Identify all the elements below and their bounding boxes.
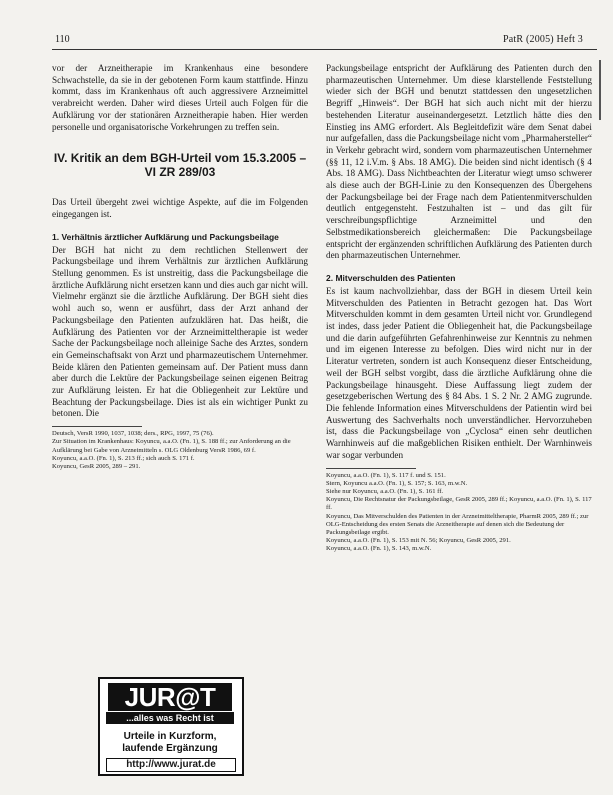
footnote-rule	[52, 426, 142, 427]
footnote: Koyuncu, a.a.O. (Fn. 1), S. 213 ff.; sich auch S. 171 f.	[52, 454, 195, 462]
advertisement[interactable]	[98, 677, 244, 776]
advertisement-logo: JUR@T	[108, 683, 232, 711]
right-column	[326, 63, 592, 554]
advertisement-text: Urteile in Kurzform,	[123, 731, 217, 742]
footnote: Koyuncu, Das Mitverschulden des Patienten in der Arzneimitteltherapie, PharmR 2005, 289 ff.; zur OLG-Entscheidung des ersten Senats die Arzneitherapie auf denen sich die Bedeutung der Packungsbeilage ergibt.	[326, 512, 589, 536]
footnote-rule	[326, 468, 416, 469]
footnote: Deutsch, VersR 1990, 1037, 1038; ders., RPG, 1997, 75 (76).	[52, 430, 214, 438]
footnote: Koyuncu, GesR 2005, 289 – 291.	[52, 462, 141, 470]
footnote: Koyuncu, Die Rechtsnatur der Packungsbeilage, GesR 2005, 289 ff.; Koyuncu, a.a.O. (Fn. 1), S. 117 ff.	[326, 496, 592, 512]
footnote: Koyuncu, a.a.O. (Fn. 1), S. 117 f. und S. 151.	[326, 471, 446, 479]
paragraph: Packungsbeilage entspricht der Aufklärung des Patienten durch den pharmazeutischen Unternehmer. Um diese klarstellende Feststellung wieder sich der BGH und benutzt stattdessen den ungesetzlichen Begriff „Hinweis“. Der BGH hat sich auch nicht mit der hierzu bestehenden Literatur auseinandergesetzt. Letztlich hätte dies den Einstieg ins AMG erfordert. Als Begleitdefizit wäre dem Senat dabei nur aufgefallen, dass die Packungsbeilage nicht vom „Pharmahersteller“ in Verkehr gebracht wird, sondern vom pharmazeutischen Unternehmer (§§ 11, 12 i.V.m. § Abs. 18 AMG). Die beiden sind nicht identisch (§ 4 Abs. 18 AMG). Dass Nichtbeachten der Literatur wiegt umso schwerer als diese auch der BGH-Linie zu den Konsequenzen des Übergehens der Packungsbeilage bei der Frage nach dem Patientenmitverschulden deutlich entgegensteht. Festzuhalten ist – und das gilt für verschreibungspflichtige Arzneimittel und den Selbstmedikationsbereich gleichermaßen: Die Packungsbeilage entspricht der ergänzenden schriftlichen Aufklärung des Patienten durch den pharmazeutischen Unternehmer.	[326, 63, 592, 261]
left-column	[52, 63, 308, 471]
advertisement-text: laufende Ergänzung	[122, 743, 218, 754]
advertisement-tagline: ...alles was Recht ist	[106, 712, 234, 724]
footnote: Siehe nur Koyuncu, a.a.O. (Fn. 1), S. 161 ff.	[326, 487, 444, 495]
footnote: Koyuncu, a.a.O. (Fn. 1), S. 153 mit N. 56; Koyuncu, GesR 2005, 291.	[326, 537, 511, 545]
advertisement-url[interactable]: http://www.jurat.de	[106, 758, 236, 772]
section-heading: IV. Kritik an dem BGH-Urteil vom 15.3.2005 – VI ZR 289/03	[53, 151, 307, 180]
header-rule	[52, 49, 597, 50]
page-number: 110	[55, 34, 70, 45]
footnote: Zur Situation im Krankenhaus: Koyuncu, a.a.O. (Fn. 1), S. 188 ff.; zur Anforderung an die Aufklärung bei Gabe von Arzneimitteln s. OLG Oldenburg VersR 1986, 69 f.	[52, 438, 291, 454]
paragraph: Der BGH hat nicht zu dem rechtlichen Stellenwert der Packungsbeilage und ihrem Verhältnis zur ärztlichen Aufklärung Stellung genommen. Es ist unstreitig, dass die Packungsbeilage die ärztliche Aufklärung nicht ersetzen kann und dies auch gar nicht will. Vielmehr ergänzt sie die ärztliche Aufklärung. Der BGH sieht dies wohl auch so, wenn er ausführt, dass der Arzt anhand der Packungsbeilage den Patienten aufzuklären hat. Das heißt, die Aufklärung des Patienten vor der Arzneimitteltherapie ist weder Sache der Packungsbeilage noch alleinige Sache des Arztes, sondern ein Gemeinschaftsakt von Arzt und pharmazeutischem Unternehmer. Beide klären den Patienten gemeinsam auf. Der Patient muss dann aber durch die Lektüre der Packungsbeilage seinen eigenen Beitrag zur Aufklärung leisten. Er hat die Obliegenheit zur Lektüre und Beachtung der Packungsbeilage. Dies ist als ein wichtiger Punkt zu betonen. Die	[52, 244, 308, 419]
subsection-heading: 1. Verhältnis ärztlicher Aufklärung und Packungsbeilage	[52, 231, 279, 242]
paragraph: vor der Arzneitherapie im Krankenhaus eine besondere Schwachstelle, da sie in der gebotenen Form kaum stattfinde. Hinzu kommt, dass im Krankenhaus oft auch aggressivere Arzneimittel verabreicht werden. Daher wird dieses Urteil auch Folgen für die Aufklärung vor der stationären Arzneitherapie haben. Hier werden personelle und organisatorische Vorkehrungen zu treffen sein.	[52, 63, 308, 132]
journal-reference: PatR (2005) Heft 3	[503, 34, 583, 45]
paragraph: Das Urteil übergeht zwei wichtige Aspekte, auf die im Folgenden eingegangen ist.	[52, 197, 308, 219]
footnote: Koyuncu, a.a.O. (Fn. 1), S. 143, m.w.N.	[326, 545, 432, 553]
page-edge-mark	[599, 60, 611, 120]
page-header	[47, 34, 593, 48]
footnote: Stern, Koyuncu a.a.O. (Fn. 1), S. 157; S. 163, m.w.N.	[326, 479, 468, 487]
paragraph: Es ist kaum nachvollziehbar, dass der BGH in diesem Urteil kein Mitverschulden des Patienten in Betracht gezogen hat. Das Wort Mitverschulden kommt in dem gesamten Urteil nicht vor. Grundlegend ist indes, dass jeder Patient die Obliegenheit hat, die Packungsbeilage und die darin aufgeführten Gefahrenhinweise zur Kenntnis zu nehmen und im eigenen Interesse zu befolgen. Dies wird nicht nur in der Literatur vertreten, sondern ist auch Konsequenz dieser Entscheidung, weil der BGH selbst vorgibt, dass die ärztliche Aufklärung ohne die Packungsbeilage hinausgeht. Diese Auffassung liegt zudem der gesetzgeberischen Wertung des § 84 Abs. 1 S. 2 Nr. 2 AMG zugrunde. Die fehlende Information eines Mitverschuldens der Patientin wird bei Auswertung des Sachverhalts noch unverständlicher. Hervorzuheben ist, dass die Packungsbeilage von „Cyclosa“ einen sehr deutlichen Warnhinweis auf die maßgeblichen Risiken enthielt. Der Warnhinweis war sogar verbunden	[326, 285, 592, 460]
subsection-heading: 2. Mitverschulden des Patienten	[326, 272, 456, 283]
